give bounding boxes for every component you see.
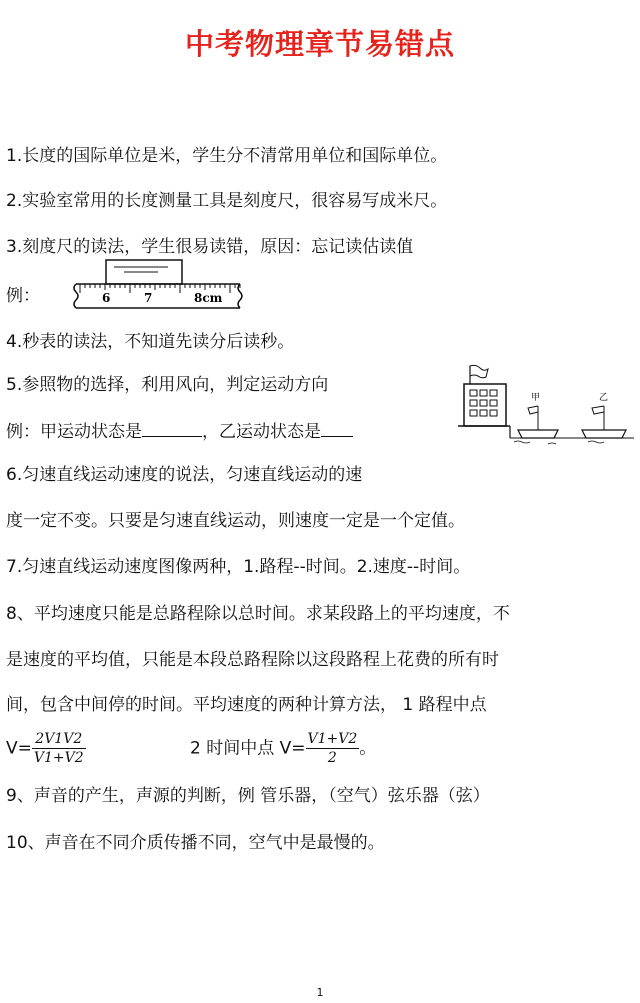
formula-1-numerator: 2V1V2 (32, 730, 86, 749)
point-6-line-1: 6.匀速直线运动速度的说法，匀速直线运动的速 (6, 465, 363, 485)
point-7: 7.匀速直线运动速度图像两种，1.路程--时间。2.速度--时间。 (6, 557, 471, 577)
formula-1-prefix: V= (6, 738, 32, 759)
ruler-tick-7: 7 (144, 291, 153, 305)
formula-distance-midpoint (6, 730, 86, 767)
page-title: 中考物理章节易错点 (184, 27, 455, 61)
point-4: 4.秒表的读法，不知道先读分后读秒。 (6, 332, 295, 352)
reference-frame-figure (458, 362, 634, 452)
formula-1-fraction (32, 730, 86, 767)
boat-jia-label: 甲 (531, 393, 541, 403)
answer-blank-yi (321, 418, 353, 437)
answer-blank-jia (142, 418, 202, 437)
formula-2-numerator: V1+V2 (307, 731, 358, 747)
point-8-line-3: 间，包含中间停的时间。平均速度的两种计算方法， 1 路程中点 (6, 695, 487, 715)
formula-2-fraction (306, 730, 360, 767)
point-8-line-2: 是速度的平均值，只能是本段总路程除以这段路程上花费的所有时 (6, 650, 499, 670)
formula-time-midpoint (190, 730, 376, 767)
formula-2-denominator: 2 (327, 750, 337, 766)
point-2: 2.实验室常用的长度测量工具是刻度尺，很容易写成米尺。 (6, 191, 448, 211)
ruler-figure (72, 258, 248, 314)
ruler-tick-8cm: 8cm (194, 291, 223, 305)
point-8-line-1: 8、平均速度只能是总路程除以总时间。求某段路上的平均速度，不 (6, 604, 510, 624)
point-5-example (6, 418, 353, 444)
example-jia-label: 例：甲运动状态是 (6, 422, 142, 442)
formula-1-denominator: V1+V2 (33, 750, 84, 766)
point-3-example-label: 例： (6, 286, 40, 306)
point-3: 3.刻度尺的读法，学生很易读错，原因：忘记读估读值 (6, 237, 414, 257)
boat-yi-label: 乙 (599, 393, 609, 403)
formula-2-suffix: 。 (359, 738, 377, 759)
point-1: 1.长度的国际单位是米，学生分不清常用单位和国际单位。 (6, 146, 448, 166)
formula-2-label: 2 时间中点 V= (190, 738, 306, 759)
point-9: 9、声音的产生，声源的判断，例 管乐器，（空气）弦乐器（弦） (6, 786, 490, 806)
point-5: 5.参照物的选择，利用风向，判定运动方向 (6, 375, 329, 395)
page-number: 1 (316, 986, 324, 999)
point-10: 10、声音在不同介质传播不同，空气中是最慢的。 (6, 833, 385, 853)
point-6-line-2: 度一定不变。只要是匀速直线运动，则速度一定是一个定值。 (6, 511, 465, 531)
example-yi-label: ，乙运动状态是 (202, 422, 321, 442)
ruler-tick-6: 6 (102, 291, 111, 305)
